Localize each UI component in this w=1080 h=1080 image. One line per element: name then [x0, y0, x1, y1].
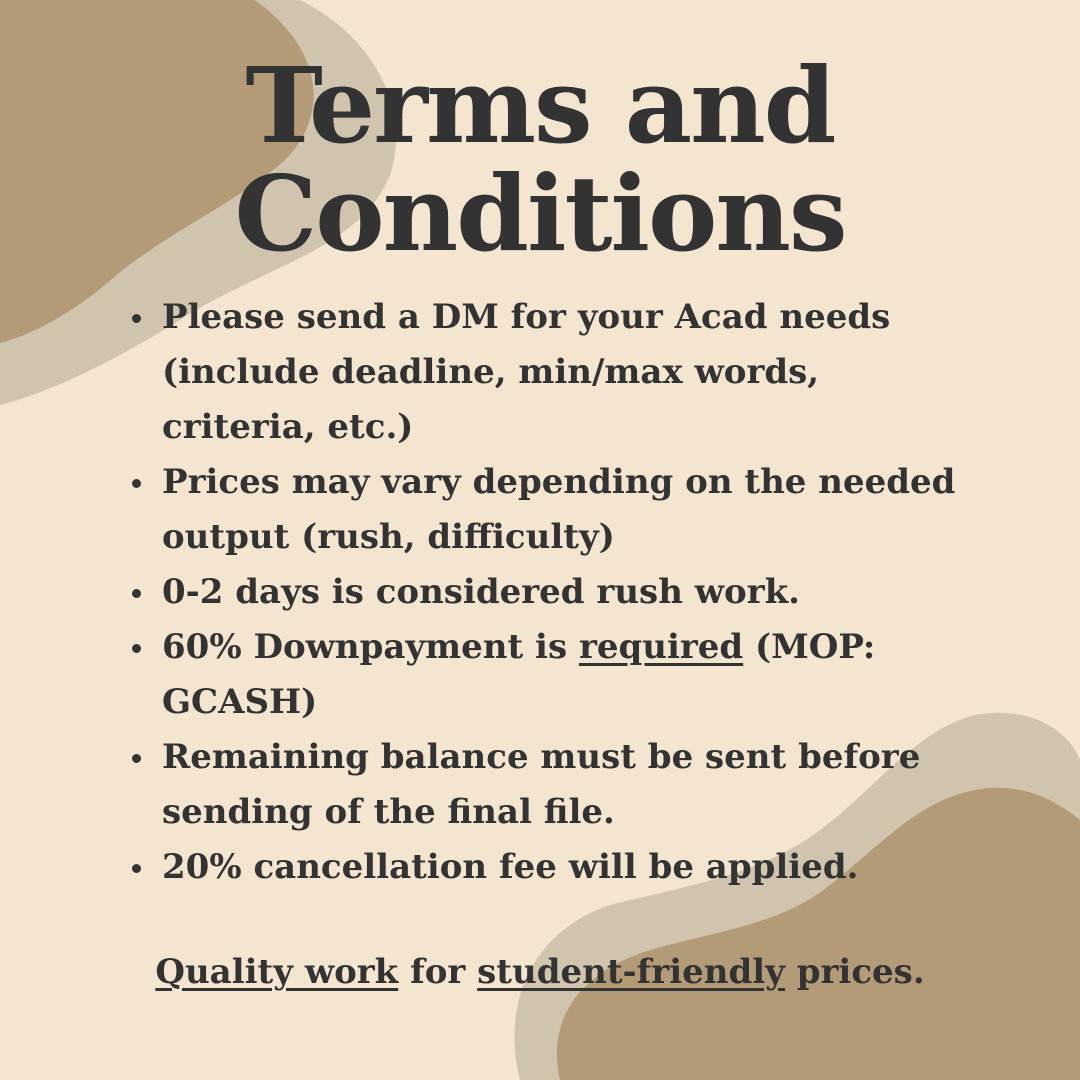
required-emphasis: required [578, 627, 744, 667]
term-text-1: Please send a DM for your Acad needs (include deadline, min/max words, criteria, etc.) [162, 297, 891, 447]
footer-student-friendly: student-friendly [477, 952, 785, 992]
title-line-1: Terms and [245, 44, 835, 167]
page-title [160, 44, 920, 275]
terms-list [162, 290, 982, 895]
term-item-3 [162, 565, 982, 620]
term-text-4-after: (MOP: GCASH) [162, 627, 876, 722]
term-text-6: 20% cancellation fee will be applied. [162, 847, 859, 887]
footer-tagline [0, 945, 1080, 1000]
term-item-4 [162, 620, 982, 730]
term-text-4-before: 60% Downpayment is [162, 627, 579, 667]
term-item-1 [162, 290, 982, 455]
title-line-2: Conditions [234, 152, 846, 275]
term-item-6 [162, 840, 982, 895]
term-text-3: 0-2 days is considered rush work. [162, 572, 800, 612]
term-item-5 [162, 730, 982, 840]
term-text-2: Prices may vary depending on the needed output (rush, difficulty) [162, 462, 956, 557]
term-text-5: Remaining balance must be sent before sending of the final file. [162, 737, 921, 832]
footer-prices: prices. [784, 952, 925, 992]
footer-connector: for [398, 952, 478, 992]
term-item-2 [162, 455, 982, 565]
footer-quality-work: Quality work [155, 952, 399, 992]
